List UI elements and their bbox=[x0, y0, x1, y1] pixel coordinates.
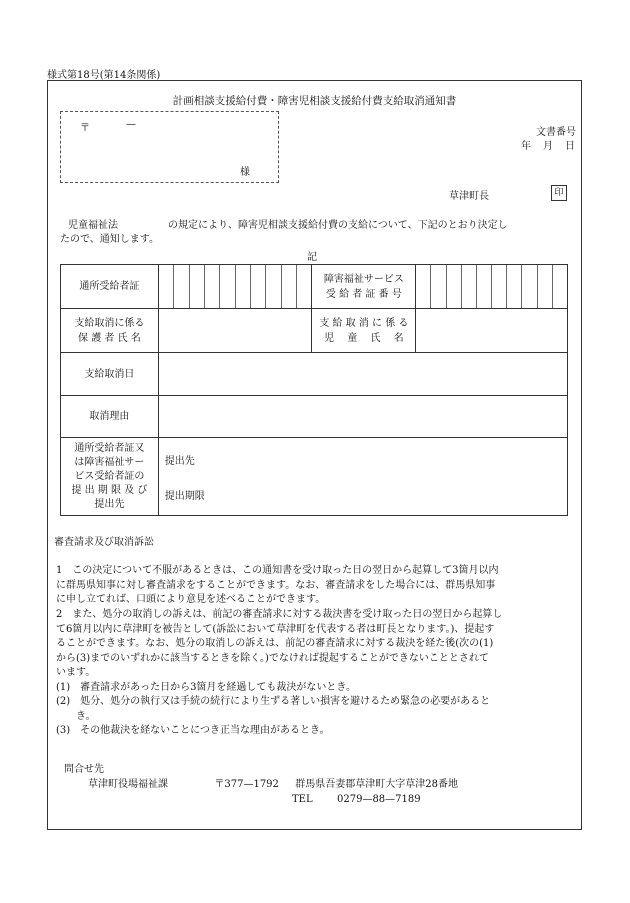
service-cert-label bbox=[312, 265, 416, 309]
honorific: 様 bbox=[240, 167, 250, 178]
submission-label-4: 提 出 期 限 及 び bbox=[71, 484, 148, 496]
contact-block bbox=[64, 762, 458, 807]
p2-line-2: て6箇月以内に草津町を被告として(訴訟において草津町を代表する者は町長となります。)、提起す bbox=[56, 623, 495, 635]
submission-label-5: 提出先 bbox=[94, 498, 125, 510]
appeal-section-title: 審査請求及び取消訴訟 bbox=[54, 537, 154, 548]
table-row bbox=[61, 353, 568, 396]
doc-number-label: 文書番号 bbox=[536, 127, 576, 138]
appeal-paragraph-1 bbox=[56, 564, 580, 608]
table-row bbox=[61, 438, 568, 516]
child-name-label-2: 児 童 氏 名 bbox=[324, 332, 404, 344]
recipient-cert-label: 通所受給者証 bbox=[61, 265, 159, 309]
submission-value bbox=[158, 438, 567, 516]
guardian-name-label bbox=[61, 309, 159, 353]
child-name-value bbox=[416, 309, 568, 353]
appeal-paragraph-2 bbox=[56, 608, 580, 739]
seal-mark: 印 bbox=[551, 185, 567, 201]
cancel-reason-label: 取消理由 bbox=[61, 396, 159, 438]
contact-tel: 0279—88—7189 bbox=[337, 794, 421, 805]
contact-label: 問合せ先 bbox=[64, 764, 104, 775]
form-label: 様式第18号(第14条関係) bbox=[47, 70, 161, 81]
contact-postal: 〒377—1792 bbox=[214, 779, 279, 790]
service-cert-number-boxes bbox=[416, 265, 568, 309]
service-cert-label-2: 受 給 者 証 番 号 bbox=[325, 288, 402, 300]
notice-line-1: 児童福祉法 の規定により、障害児相談支援給付費の支給について、下記のとおり決定し bbox=[68, 220, 508, 231]
child-name-label bbox=[312, 309, 416, 353]
document-title: 計画相談支援給付費・障害児相談支援給付費支給取消通知書 bbox=[172, 95, 457, 107]
table-row bbox=[61, 265, 568, 309]
submission-destination-label: 提出先 bbox=[164, 455, 195, 467]
cancel-date-value bbox=[158, 353, 567, 396]
p1-line-3: に申し立てれば、口頭により意見を述べることができます。 bbox=[56, 594, 326, 605]
cancel-date-label: 支給取消日 bbox=[61, 353, 159, 396]
guardian-name-value bbox=[158, 309, 312, 353]
exception-item-2: (2) 処分、処分の執行又は手続の続行により生ずる著しい損害を避けるため緊急の必要があると bbox=[56, 696, 491, 707]
p1-line-2: に群馬県知事に対し審査請求をすることができます。なお、審査請求をした場合には、群馬県知事 bbox=[56, 579, 496, 591]
child-name-label-1: 支 給 取 消 に 係 る bbox=[319, 317, 409, 329]
service-cert-label-1: 障害福祉サービス bbox=[323, 273, 404, 285]
p1-line-1: 1 この決定について不服があるときは、この通知書を受け取った日の翌日から起算して3箇月以内 bbox=[56, 565, 499, 576]
exception-item-1: (1) 審査請求があった日から3箇月を経過しても裁決がないとき。 bbox=[56, 681, 357, 693]
submission-label-1: 通所受給者証又 bbox=[74, 442, 145, 454]
exception-item-2-cont: き。 bbox=[76, 710, 96, 722]
exception-item-3: (3) その他裁決を経ないことにつき正当な理由があるとき。 bbox=[56, 725, 330, 736]
recipient-cert-number-boxes bbox=[158, 265, 312, 309]
p2-line-5: います。 bbox=[56, 667, 96, 678]
guardian-name-label-2: 保 護 者 氏 名 bbox=[78, 332, 141, 344]
table-row bbox=[61, 309, 568, 353]
guardian-name-label-1: 支給取消に係る bbox=[74, 317, 145, 329]
p2-line-3: ることができます。なお、処分の取消しの訴えは、前記の審査請求に対する裁決を経た後(次の(1) bbox=[56, 638, 494, 649]
ki-label: 記 bbox=[307, 252, 317, 263]
cancel-reason-value bbox=[158, 396, 567, 438]
contact-address: 群馬県吾妻郡草津町大字草津28番地 bbox=[295, 779, 459, 790]
notice-text bbox=[60, 219, 578, 247]
submission-label-3: ビス受給者証の bbox=[74, 470, 145, 482]
contact-office: 草津町役場福祉課 bbox=[88, 779, 168, 790]
submission-label bbox=[61, 438, 159, 516]
details-table bbox=[60, 264, 568, 516]
date-label: 年 月 日 bbox=[521, 141, 576, 152]
postal-mark: 〒 bbox=[80, 123, 90, 134]
submission-deadline-label: 提出期限 bbox=[164, 490, 205, 502]
postal-dash: — bbox=[126, 119, 136, 130]
p2-line-4: から(3)までのいずれかに該当するときを除く。)でなければ提起することができないこととされて bbox=[56, 652, 489, 664]
notice-line-2: たので、通知します。 bbox=[60, 234, 159, 245]
table-row bbox=[61, 396, 568, 438]
contact-tel-label: TEL bbox=[292, 794, 313, 805]
submission-label-2: は障害福祉サー bbox=[74, 456, 145, 468]
issuer: 草津町長 bbox=[449, 191, 489, 202]
p2-line-1: 2 また、処分の取消しの訴えは、前記の審査請求に対する裁決書を受け取った日の翌日から起算し bbox=[56, 609, 503, 620]
